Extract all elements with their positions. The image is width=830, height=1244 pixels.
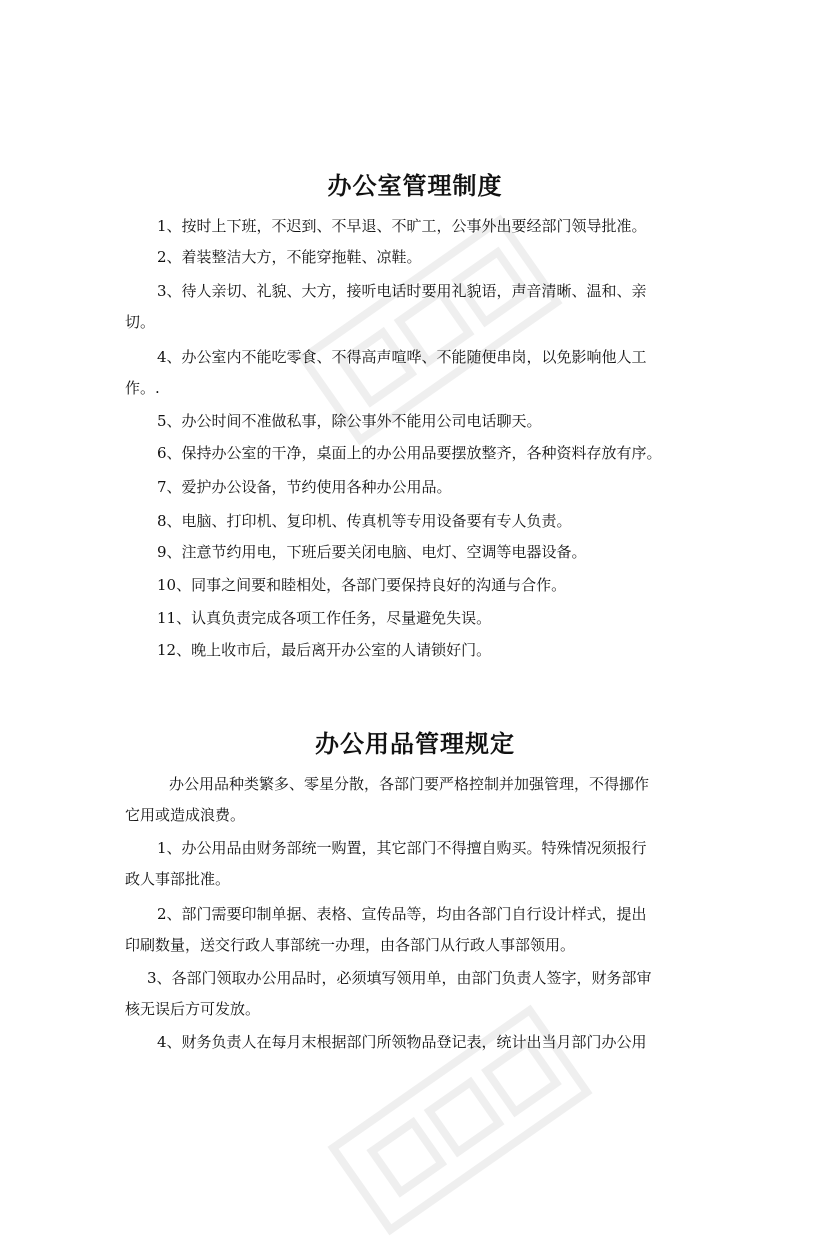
rule-item-10: 10、同事之间要和睦相处，各部门要保持良好的沟通与合作。 [157, 576, 567, 594]
section1-title: 办公室管理制度 [327, 171, 503, 200]
rule-item-11: 11、认真负责完成各项工作任务，尽量避免失误。 [157, 609, 492, 627]
rule-item-2: 2、着装整洁大方，不能穿拖鞋、凉鞋。 [157, 248, 422, 266]
rule-item-3: 3、待人亲切、礼貌、大方，接听电话时要用礼貌语，声音清晰、温和、亲 切。 [125, 282, 647, 331]
rule-item-5: 5、办公时间不准做私事，除公事外不能用公司电话聊天。 [157, 412, 542, 430]
rule-item-6: 6、保持办公室的干净，桌面上的办公用品要摆放整齐，各种资料存放有序。 [157, 444, 662, 462]
intro-paragraph: 办公用品种类繁多、零星分散，各部门要严格控制并加强管理，不得挪作 它用或造成浪费。 [125, 775, 650, 824]
rule-item-8: 8、电脑、打印机、复印机、传真机等专用设备要有专人负责。 [157, 512, 572, 530]
regulation-item-3: 3、各部门领取办公用品时，必须填写领用单，由部门负责人签字，财务部审 核无误后方可发放。 [125, 969, 652, 1018]
rule-item-1: 1、按时上下班，不迟到、不早退、不旷工，公事外出要经部门领导批准。 [157, 217, 647, 235]
section2-title: 办公用品管理规定 [315, 729, 515, 758]
rule-item-7: 7、爱护办公设备，节约使用各种办公用品。 [157, 478, 452, 496]
regulation-item-1: 1、办公用品由财务部统一购置，其它部门不得擅自购买。特殊情况须报行 政人事部批准。 [125, 839, 647, 888]
rule-item-4: 4、办公室内不能吃零食、不得高声喧哗、不能随便串岗，以免影响他人工 作。. [125, 348, 647, 397]
regulation-item-4: 4、财务负责人在每月末根据部门所领物品登记表，统计出当月部门办公用 [157, 1033, 647, 1051]
regulation-item-2: 2、部门需要印制单据、表格、宣传品等，均由各部门自行设计样式，提出 印刷数量，送交行政人事部统一办理，由各部门从行政人事部领用。 [125, 905, 647, 954]
rule-item-12: 12、晚上收市后，最后离开办公室的人请锁好门。 [157, 641, 492, 659]
rule-item-9: 9、注意节约用电，下班后要关闭电脑、电灯、空调等电器设备。 [157, 543, 587, 561]
